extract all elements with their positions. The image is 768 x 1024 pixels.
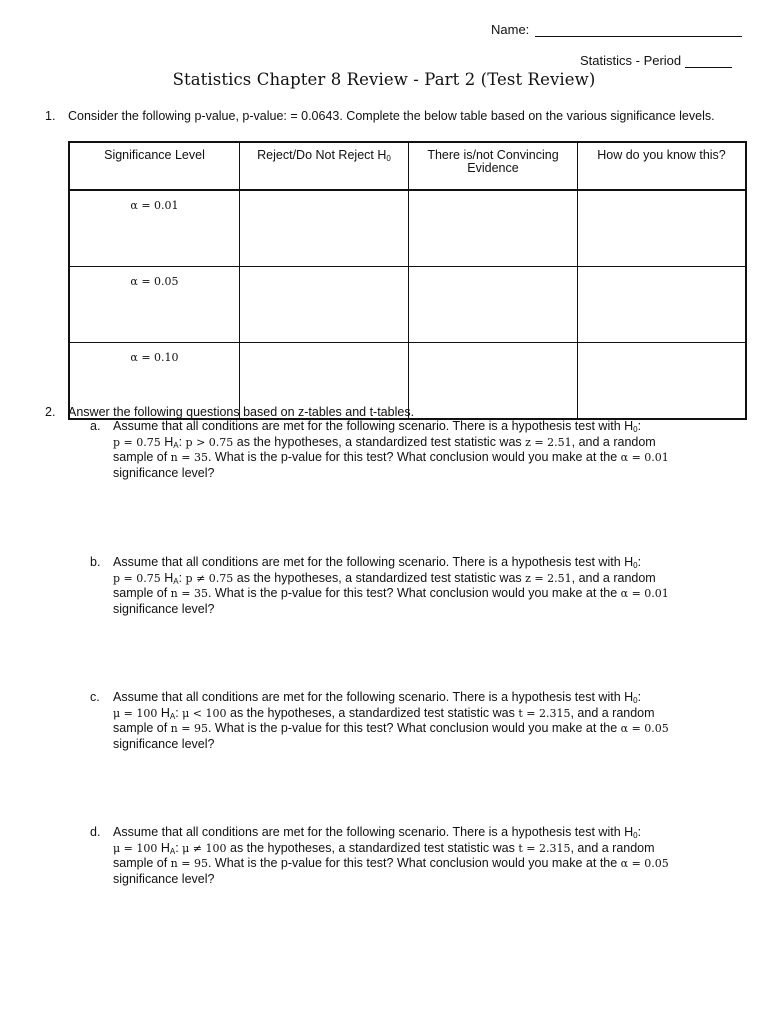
subquestion-a bbox=[90, 419, 730, 481]
sample-size: n = 95 bbox=[170, 857, 208, 870]
sample-size: n = 35 bbox=[170, 451, 208, 464]
answer-cell[interactable] bbox=[578, 343, 747, 420]
intro-text: Assume that all conditions are met for the following scenario. There is a hypothesis test with H bbox=[113, 690, 634, 704]
subquestion-b bbox=[90, 555, 730, 617]
answer-cell[interactable] bbox=[409, 267, 578, 343]
ha-subscript: A bbox=[173, 440, 179, 450]
page-title: Statistics Chapter 8 Review - Part 2 (Test Review) bbox=[172, 70, 596, 89]
answer-cell[interactable] bbox=[409, 343, 578, 420]
alt-hypothesis: p > 0.75 bbox=[185, 435, 234, 449]
alt-hypothesis: p ≠ 0.75 bbox=[185, 571, 234, 585]
subquestion-body: Assume that all conditions are met for the following scenario. There is a hypothesis test with $H_0$: μ = 100 $H_A$: μ ≠ 100 as the hypotheses, a standardized test statistic was t = 2.315, and a random sample of n = 95. What is the p-value for this test? What conclusion would you make at the α = 0.05 significance level? bbox=[113, 825, 669, 886]
significance-table bbox=[68, 141, 747, 420]
sample-of-text: sample of bbox=[113, 586, 171, 600]
test-statistic: t = 2.315 bbox=[518, 706, 571, 720]
alt-hypothesis: μ < 100 bbox=[182, 706, 227, 720]
question-1-text: Consider the following p-value, p-value: = 0.0643. Complete the below table based on the various significance levels. bbox=[68, 109, 715, 123]
name-label: Name: bbox=[491, 22, 530, 37]
intro-text: Assume that all conditions are met for the following scenario. There is a hypothesis test with H bbox=[113, 419, 634, 433]
name-blank[interactable] bbox=[535, 22, 742, 37]
as-hypotheses-text: as the hypotheses, a standardized test statistic was bbox=[233, 434, 526, 449]
sample-size: n = 35 bbox=[170, 587, 208, 600]
subquestion-d bbox=[90, 825, 730, 887]
colon: : bbox=[637, 419, 642, 433]
null-hypothesis: μ = 100 bbox=[113, 841, 158, 855]
alpha-level: α = 0.05 bbox=[620, 857, 669, 870]
subquestion-body: Assume that all conditions are met for the following scenario. There is a hypothesis test with $H_0$: μ = 100 $H_A$: μ < 100 as the hypotheses, a standardized test statistic was t = 2.315, and a random sample of n = 95. What is the p-value for this test? What conclusion would you make at the α = 0.05 significance level? bbox=[113, 690, 669, 751]
sig-level-text: significance level? bbox=[113, 871, 215, 886]
alpha-level: α = 0.05 bbox=[620, 722, 669, 735]
as-hypotheses-text: as the hypotheses, a standardized test statistic was bbox=[226, 705, 519, 720]
alpha-level: α = 0.01 bbox=[620, 587, 669, 600]
null-hypothesis: p = 0.75 bbox=[113, 435, 161, 449]
alpha-cell: α = 0.05 bbox=[69, 267, 240, 343]
intro-text: Assume that all conditions are met for the following scenario. There is a hypothesis test with H bbox=[113, 825, 634, 839]
test-statistic: z = 2.51 bbox=[525, 435, 572, 449]
question-2-number: 2. bbox=[45, 405, 56, 419]
question-1-number: 1. bbox=[45, 109, 56, 123]
subquestion-label: a. bbox=[90, 419, 101, 433]
header-reject-text: Reject/Do Not Reject H bbox=[257, 148, 387, 162]
what-is-text: . What is the p-value for this test? What conclusion would you make at the bbox=[207, 856, 621, 870]
subquestion-label: d. bbox=[90, 825, 101, 839]
alt-hypothesis: μ ≠ 100 bbox=[182, 841, 227, 855]
test-statistic: z = 2.51 bbox=[525, 571, 572, 585]
sig-level-text: significance level? bbox=[113, 465, 215, 480]
sample-of-text: sample of bbox=[113, 450, 171, 464]
as-hypotheses-text: as the hypotheses, a standardized test statistic was bbox=[233, 570, 526, 585]
alpha-cell: α = 0.10 bbox=[69, 343, 240, 420]
subquestion-body: Assume that all conditions are met for the following scenario. There is a hypothesis test with $H_0$: p = 0.75 $H_A$: p ≠ 0.75 as the hypotheses, a standardized test statistic was z = 2.51, and a random sample of n = 35. What is the p-value for this test? What conclusion would you make at the α = 0.01 significance level? bbox=[113, 555, 669, 616]
header-evidence: There is/not Convincing Evidence bbox=[409, 142, 578, 190]
ha-subscript: A bbox=[169, 846, 176, 856]
subquestion-label: b. bbox=[90, 555, 101, 569]
header-significance-level: Significance Level bbox=[69, 142, 240, 190]
table-row bbox=[69, 190, 746, 267]
period-blank[interactable] bbox=[685, 55, 732, 68]
alpha-cell: α = 0.01 bbox=[69, 190, 240, 267]
and-random-text: , and a random bbox=[571, 434, 656, 449]
test-statistic: t = 2.315 bbox=[518, 841, 571, 855]
ha-subscript: A bbox=[173, 576, 179, 586]
period-field[interactable] bbox=[580, 53, 732, 68]
answer-cell[interactable] bbox=[240, 190, 409, 267]
alpha-level: α = 0.01 bbox=[620, 451, 669, 464]
and-random-text: , and a random bbox=[571, 570, 656, 585]
null-hypothesis: μ = 100 bbox=[113, 706, 158, 720]
period-label: Statistics - Period bbox=[580, 53, 682, 68]
header-how-know: How do you know this? bbox=[578, 142, 747, 190]
h0-subscript: 0 bbox=[633, 425, 638, 434]
ha-subscript: A bbox=[169, 711, 176, 721]
sample-of-text: sample of bbox=[113, 856, 171, 870]
h0-subscript: 0 bbox=[633, 831, 638, 840]
sig-level-text: significance level? bbox=[113, 736, 215, 751]
table-header-row bbox=[69, 142, 746, 190]
colon: : bbox=[637, 555, 642, 569]
colon: : bbox=[637, 690, 642, 704]
h0-subscript: 0 bbox=[633, 696, 638, 705]
what-is-text: . What is the p-value for this test? What conclusion would you make at the bbox=[207, 586, 621, 600]
and-random-text: , and a random bbox=[570, 840, 655, 855]
null-hypothesis: p = 0.75 bbox=[113, 571, 161, 585]
answer-cell[interactable] bbox=[578, 267, 747, 343]
subquestion-body: Assume that all conditions are met for the following scenario. There is a hypothesis test with $H_0$: p = 0.75 $H_A$: p > 0.75 as the hypotheses, a standardized test statistic was z = 2.51, and a random sample of n = 35. What is the p-value for this test? What conclusion would you make at the α = 0.01 significance level? bbox=[113, 419, 669, 480]
table-row bbox=[69, 267, 746, 343]
answer-cell[interactable] bbox=[578, 190, 747, 267]
h0-subscript: 0 bbox=[633, 561, 638, 570]
subquestion-c bbox=[90, 690, 730, 752]
as-hypotheses-text: as the hypotheses, a standardized test statistic was bbox=[226, 840, 519, 855]
name-field[interactable] bbox=[491, 22, 742, 37]
sig-level-text: significance level? bbox=[113, 601, 215, 616]
intro-text: Assume that all conditions are met for the following scenario. There is a hypothesis test with H bbox=[113, 555, 634, 569]
colon: : bbox=[637, 825, 642, 839]
sample-size: n = 95 bbox=[170, 722, 208, 735]
answer-cell[interactable] bbox=[240, 267, 409, 343]
what-is-text: . What is the p-value for this test? What conclusion would you make at the bbox=[207, 721, 621, 735]
sample-of-text: sample of bbox=[113, 721, 171, 735]
header-reject bbox=[240, 142, 409, 190]
h0-subscript: 0 bbox=[386, 154, 391, 163]
what-is-text: . What is the p-value for this test? What conclusion would you make at the bbox=[207, 450, 621, 464]
question-2-text: Answer the following questions based on z-tables and t-tables. bbox=[68, 405, 415, 419]
subquestion-label: c. bbox=[90, 690, 100, 704]
answer-cell[interactable] bbox=[409, 190, 578, 267]
and-random-text: , and a random bbox=[570, 705, 655, 720]
